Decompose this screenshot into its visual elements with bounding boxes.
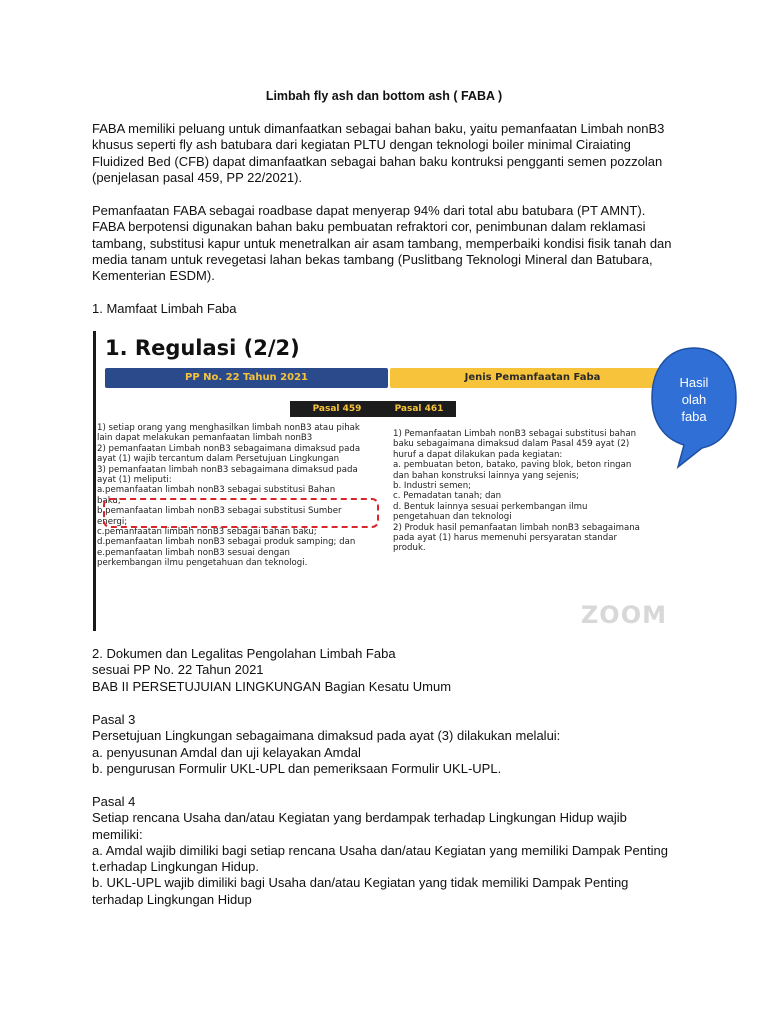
text-line: khusus seperti fly ash batubara dari kegiatan PLTU dengan teknologi boiler minimal Ciraiating [92, 137, 631, 153]
slide-text-line: produk. [393, 543, 426, 554]
slide-text-line: lain dapat melakukan pemanfaatan limbah nonB3 [97, 433, 313, 444]
slide-band-jenis: Jenis Pemanfaatan Faba [390, 368, 675, 388]
zoom-watermark-logo: ZOOM [580, 601, 667, 629]
text-line: tambang, substitusi kapur untuk menetralkan air asam tambang, memperbaiki kondisi fisik tanah dan [92, 235, 672, 251]
text-line: Pasal 4 [92, 794, 136, 809]
pasal-461-tag: Pasal 461 [382, 401, 456, 417]
text-line: Setiap rencana Usaha dan/atau Kegiatan yang berdampak terhadap Lingkungan Hidup wajib [92, 810, 627, 826]
pasal4-block [92, 794, 687, 908]
slide-text-line: 2) Produk hasil pemanfaatan limbah nonB3 sebagaimana [393, 522, 640, 533]
slide-text-line: d.pemanfaatan limbah nonB3 sebagai produk samping; dan [97, 537, 356, 548]
slide-text-line: e.pemanfaatan limbah nonB3 sesuai dengan [97, 547, 290, 558]
slide-text-line: 3) pemanfaatan limbah nonB3 sebagaimana dimaksud pada [97, 464, 358, 475]
text-line: a. penyusunan Amdal dan uji kelayakan Amdal [92, 744, 361, 760]
text-line: FABA memiliki peluang untuk dimanfaatkan sebagai bahan baku, yaitu pemanfaatan Limbah nonB3 [92, 121, 665, 136]
slide-text-line: a.pemanfaatan limbah nonB3 sebagai substitusi Bahan [97, 485, 336, 496]
text-line: b. pengurusan Formulir UKL-UPL dan pemeriksaan Formulir UKL-UPL. [92, 760, 502, 776]
slide-text-line: energi; [97, 516, 128, 527]
slide-text-line: 1) setiap orang yang menghasilkan limbah nonB3 atau pihak [97, 423, 360, 433]
section1-heading-text: 1. Mamfaat Limbah Faba [92, 301, 237, 316]
slide-text-line: b.pemanfaatan limbah nonB3 sebagai substitusi Sumber [97, 506, 342, 517]
slide-title: 1. Regulasi (2/2) [105, 336, 300, 360]
slide-text-line: 1) Pemanfaatan Limbah nonB3 sebagai substitusi bahan [393, 429, 637, 439]
text-line: 2. Dokumen dan Legalitas Pengolahan Limbah Faba [92, 646, 396, 661]
slide-text-line: d. Bentuk lainnya sesuai perkembangan ilmu [393, 501, 588, 512]
slide-left-border [93, 331, 96, 631]
text-line: a. Amdal wajib dimiliki bagi setiap rencana Usaha dan/atau Kegiatan yang memiliki Dampak Penting [92, 842, 668, 858]
text-line: Pemanfaatan FABA sebagai roadbase dapat menyerap 94% dari total abu batubara (PT AMNT). [92, 203, 646, 218]
text-line: Pasal 3 [92, 712, 136, 727]
slide-text-line: b. Industri semen; [393, 481, 472, 492]
slide-text-line: perkembangan ilmu pengetahuan dan teknologi. [97, 558, 308, 569]
slide-text-line: baku; [97, 495, 121, 506]
text-line: BAB II PERSETUJUIAN LINGKUNGAN Bagian Kesatu Umum [92, 678, 452, 694]
text-line: (penjelasan pasal 459, PP 22/2021). [92, 169, 303, 185]
text-line: b. UKL-UPL wajib dimiliki bagi Usaha dan/atau Kegiatan yang tidak memiliki Dampak Penting [92, 875, 629, 891]
text-line: FABA berpotensi digunakan bahan baku pembuatan refraktori cor, penimbunan dalam reklamasi [92, 219, 646, 235]
text-line: Kementerian ESDM). [92, 268, 215, 284]
text-line: sesuai PP No. 22 Tahun 2021 [92, 662, 264, 678]
paragraph-faba-intro [92, 121, 687, 186]
pasal3-block [92, 712, 687, 777]
text-line: t.erhadap Lingkungan Hidup. [92, 859, 259, 875]
slide-text-line: c.pemanfaatan limbah nonB3 sebagai bahan baku; [97, 527, 317, 538]
slide-text-line: dan bahan konstruksi lainnya yang sejenis; [393, 470, 579, 481]
slide-right-column [393, 429, 640, 554]
pasal-459-tag: Pasal 459 [290, 401, 384, 417]
slide-text-line: a. pembuatan beton, batako, paving blok, beton ringan [393, 460, 632, 471]
slide-text-line: baku sebagaimana dimaksud dalam Pasal 459 ayat (2) [393, 439, 630, 450]
slide-text-line: 2) pemanfaatan Limbah nonB3 sebagaimana dimaksud pada [97, 443, 361, 454]
callout-line: faba [681, 409, 707, 424]
callout-bubble [650, 346, 742, 470]
slide-band-pp: PP No. 22 Tahun 2021 [105, 368, 388, 388]
section2-block [92, 646, 687, 695]
callout-line: olah [681, 392, 707, 407]
text-line: terhadap Lingkungan Hidup [92, 891, 252, 907]
slide-text-line: pengetahuan dan teknologi [393, 512, 512, 523]
section1-heading [92, 301, 687, 317]
callout-line: Hasil [679, 375, 709, 390]
slide-text-line: c. Pemadatan tanah; dan [393, 491, 502, 502]
highlight-dashed-box [103, 498, 379, 528]
slide-text-line: ayat (1) wajib tercantum dalam Persetujuan Lingkungan [97, 454, 340, 465]
slide-text-line: pada ayat (1) harus memenuhi persyaratan standar [393, 533, 618, 544]
callout-text [650, 374, 738, 425]
paragraph-faba-usage [92, 203, 687, 284]
slide-text-line: huruf a dapat dilakukan pada kegiatan: [393, 449, 563, 460]
text-line: media tanam untuk revegetasi lahan bekas tambang (Puslitbang Teknologi Mineral dan Batubara, [92, 251, 653, 267]
slide-text-line: ayat (1) meliputi: [97, 475, 172, 486]
text-line: memiliki: [92, 826, 143, 842]
text-line: Fluidized Bed (CFB) dapat dimanfaatkan sebagai bahan baku kontruksi pengganti semen pozzolan [92, 153, 663, 169]
text-line: Persetujuan Lingkungan sebagaimana dimaksud pada ayat (3) dilakukan melalui: [92, 728, 561, 744]
slide-left-column [97, 423, 360, 569]
regulation-slide-image [93, 331, 675, 631]
document-title: Limbah fly ash dan bottom ash ( FABA ) [265, 89, 503, 103]
